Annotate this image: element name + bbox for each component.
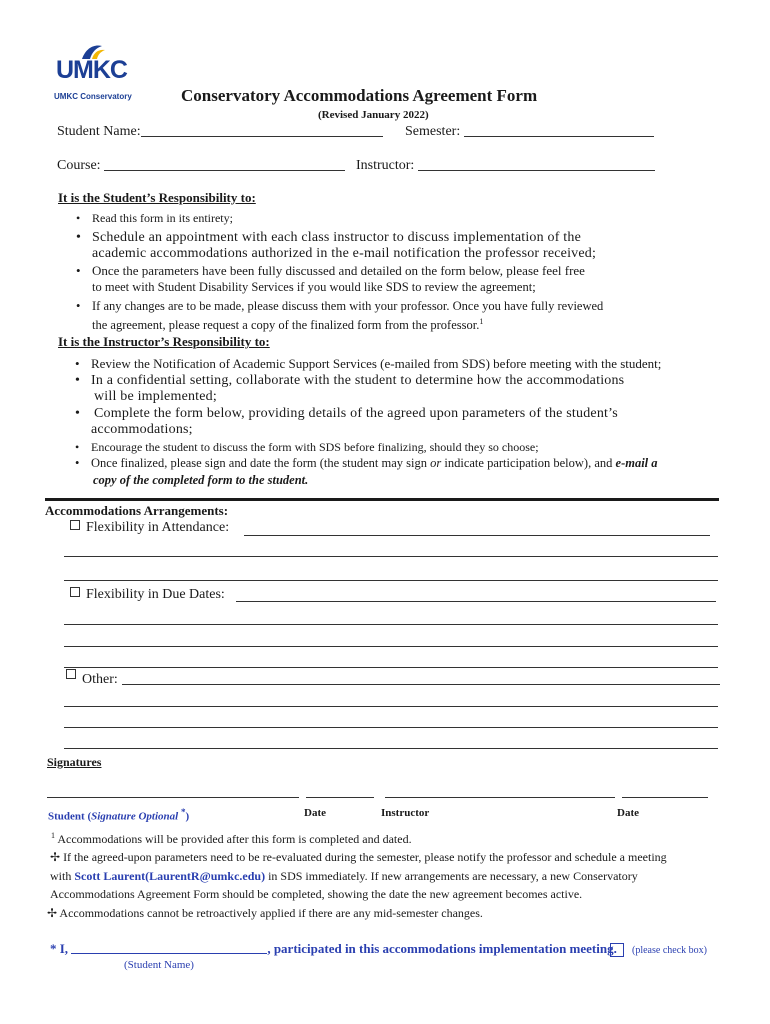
instructor-responsibility-list [69, 356, 661, 488]
instructor-date-line[interactable] [622, 797, 708, 798]
list-item: • Once finalized, please sign and date the form (the student may sign or indicate participation below), and e-mail a [69, 455, 661, 472]
attendance-line-2[interactable] [64, 556, 718, 557]
list-item: to meet with Student Disability Services if you would like SDS to review the agreement; [92, 280, 536, 294]
footnote-2-cont: with Scott Laurent(LaurentR@umkc.edu) in SDS immediately. If new arrangements are necessary, a new Conservatory [50, 869, 638, 883]
form-title: Conservatory Accommodations Agreement Form [181, 86, 538, 105]
list-item: the agreement, please request a copy of the finalized form from the professor.$^1$ [92, 317, 484, 333]
instructor-responsibility-heading: It is the Instructor’s Responsibility to: [58, 334, 270, 349]
student-signature-line[interactable] [47, 797, 299, 798]
arrangements-heading: Accommodations Arrangements: [45, 503, 229, 518]
due-dates-line-1[interactable] [236, 601, 716, 602]
instructor-label: Instructor: [356, 158, 415, 173]
other-option[interactable] [66, 669, 118, 688]
instructor-signature-label: Instructor [381, 807, 430, 819]
contact-link[interactable]: Scott Laurent(LaurentR@umkc.edu) [74, 869, 266, 883]
list-item: • Complete the form below, providing details of the agreed upon parameters of the student’s [69, 406, 661, 423]
other-line-1[interactable] [122, 684, 720, 685]
list-item: • Review the Notification of Academic Support Services (e-mailed from SDS) before meeting with the student; [69, 356, 661, 373]
footnote-3: ✢ Accommodations cannot be retroactively applied if there are any mid-semester changes. [47, 906, 483, 920]
logo-subtitle: UMKC Conservatory [54, 92, 132, 101]
plus-icon: ✢ [47, 906, 58, 920]
student-date-line[interactable] [306, 797, 374, 798]
footnote-1: $^1$ Accommodations will be provided after this form is completed and dated. [51, 831, 412, 846]
list-item: • Once the parameters have been fully discussed and detailed on the form below, please feel free [70, 263, 603, 280]
instructor-date-label: Date [617, 807, 639, 819]
student-name-field[interactable] [57, 124, 383, 140]
student-name-label: Student Name: [57, 124, 141, 139]
due-dates-line-3[interactable] [64, 646, 718, 647]
list-item: copy of the completed form to the student. [93, 472, 309, 487]
list-item: accommodations; [91, 422, 193, 437]
list-item: • Read this form in its entirety; [70, 210, 603, 227]
student-name-caption: (Student Name) [124, 959, 194, 971]
list-item: academic accommodations authorized in the e-mail notification the professor received; [92, 246, 597, 261]
due-dates-line-4[interactable] [64, 667, 718, 668]
list-item: • In a confidential setting, collaborate with the student to determine how the accommodations [69, 373, 661, 390]
attendance-option[interactable] [70, 520, 229, 536]
other-checkbox[interactable] [66, 669, 76, 679]
other-line-4[interactable] [64, 748, 718, 749]
footnote-2: ✢ If the agreed-upon parameters need to be re-evaluated during the semester, please notify the professor and schedule a meeting [50, 850, 667, 864]
attendance-line-1[interactable] [244, 535, 710, 536]
list-item: will be implemented; [94, 389, 217, 404]
due-dates-checkbox[interactable] [70, 587, 80, 597]
course-label: Course: [57, 158, 101, 173]
student-responsibility-list [70, 210, 603, 334]
instructor-field[interactable] [356, 158, 655, 174]
semester-label: Semester: [405, 124, 461, 139]
form-revision: (Revised January 2022) [318, 109, 429, 121]
participation-checkbox[interactable] [610, 942, 624, 960]
due-dates-label: Flexibility in Due Dates: [86, 587, 225, 602]
attendance-line-3[interactable] [64, 580, 718, 581]
list-item: • Encourage the student to discuss the form with SDS before finalizing, should they so choose; [69, 439, 661, 456]
footnote-2-end: Accommodations Agreement Form should be completed, showing the date the new agreement becomes active. [50, 887, 583, 901]
semester-field[interactable] [405, 124, 654, 140]
student-responsibility-heading: It is the Student’s Responsibility to: [58, 190, 256, 205]
course-field[interactable] [57, 158, 345, 174]
participation-statement: * I, , participated in this accommodations implementation meeting. [50, 941, 617, 956]
section-divider [45, 498, 719, 501]
plus-icon: ✢ [50, 850, 61, 864]
list-item: • Schedule an appointment with each class instructor to discuss implementation of the [70, 230, 603, 247]
logo-wordmark: UMKC [56, 56, 127, 84]
check-box-hint: (please check box) [632, 945, 707, 956]
other-line-2[interactable] [64, 706, 718, 707]
due-dates-option[interactable] [70, 587, 225, 603]
other-label: Other: [82, 672, 118, 687]
attendance-checkbox[interactable] [70, 520, 80, 530]
footnote-ref: 1 [479, 317, 484, 326]
attendance-label: Flexibility in Attendance: [86, 520, 230, 535]
student-name-blank[interactable] [71, 953, 267, 954]
instructor-signature-line[interactable] [385, 797, 615, 798]
signatures-heading: Signatures [47, 755, 102, 769]
due-dates-line-2[interactable] [64, 624, 718, 625]
other-line-3[interactable] [64, 727, 718, 728]
student-signature-label: Student (Signature Optional *) [48, 807, 190, 823]
student-date-label: Date [304, 807, 326, 819]
list-item: • If any changes are to be made, please discuss them with your professor. Once you have fully reviewed [70, 298, 603, 315]
